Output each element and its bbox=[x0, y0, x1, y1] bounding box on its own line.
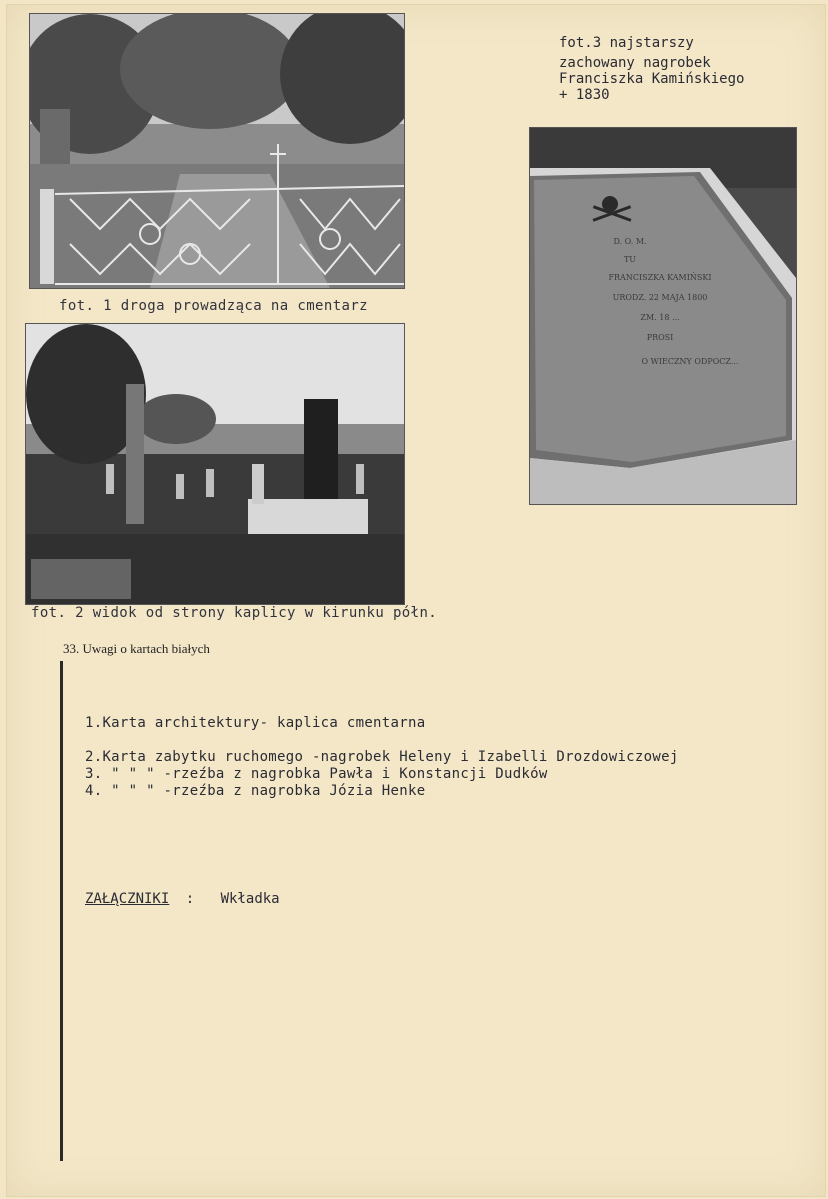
photo3-caption-line-1: fot.3 najstarszy bbox=[559, 35, 694, 51]
list-item: 4. " " " -rzeźba z nagrobka Józia Henke bbox=[85, 783, 426, 799]
list-item: 1.Karta architektury- kaplica cmentarna bbox=[85, 715, 426, 731]
road-gate-image bbox=[30, 14, 404, 288]
attachments-line bbox=[85, 891, 280, 907]
list-item: 2.Karta zabytku ruchomego -nagrobek Heleny i Izabelli Drozdowiczowej bbox=[85, 749, 679, 765]
cemetery-view-image bbox=[26, 324, 404, 604]
photo2-caption: fot. 2 widok od strony kaplicy w kirunku półn. bbox=[31, 605, 438, 621]
section-title: 33. Uwagi o kartach białych bbox=[63, 641, 210, 656]
record-card bbox=[6, 4, 826, 1197]
inscription-line-6: PROSI bbox=[646, 333, 674, 342]
inscription-line-1: D. O. M. bbox=[613, 237, 647, 246]
gravestone-image bbox=[530, 128, 796, 504]
margin-rule bbox=[60, 661, 63, 1161]
photo3-caption bbox=[559, 35, 744, 103]
inscription-line-7: O WIECZNY ODPOCZ... bbox=[641, 357, 739, 366]
photo-road-to-cemetery bbox=[29, 13, 405, 289]
inscription-line-2: TU bbox=[623, 255, 637, 264]
inscription-line-4: URODZ. 22 MAJA 1800 bbox=[612, 293, 708, 302]
photo3-caption-line-2: zachowany nagrobek bbox=[559, 55, 711, 71]
photo1-caption: fot. 1 droga prowadząca na cmentarz bbox=[59, 298, 369, 314]
attachments-label: ZAŁĄCZNIKI bbox=[85, 891, 170, 907]
photo-gravestone bbox=[529, 127, 797, 505]
photo3-caption-line-3: Franciszka Kamińskiego bbox=[559, 71, 745, 87]
list-item: 3. " " " -rzeźba z nagrobka Pawła i Konstancji Dudków bbox=[85, 766, 548, 782]
attachments-value: Wkładka bbox=[220, 891, 280, 907]
attachments-separator: : bbox=[185, 891, 195, 907]
photo-cemetery-view bbox=[25, 323, 405, 605]
photo3-caption-line-4: + 1830 bbox=[559, 87, 610, 103]
inscription-line-5: ZM. 18 ... bbox=[640, 313, 680, 322]
inscription-line-3: FRANCISZKA KAMIŃSKI bbox=[608, 273, 712, 282]
